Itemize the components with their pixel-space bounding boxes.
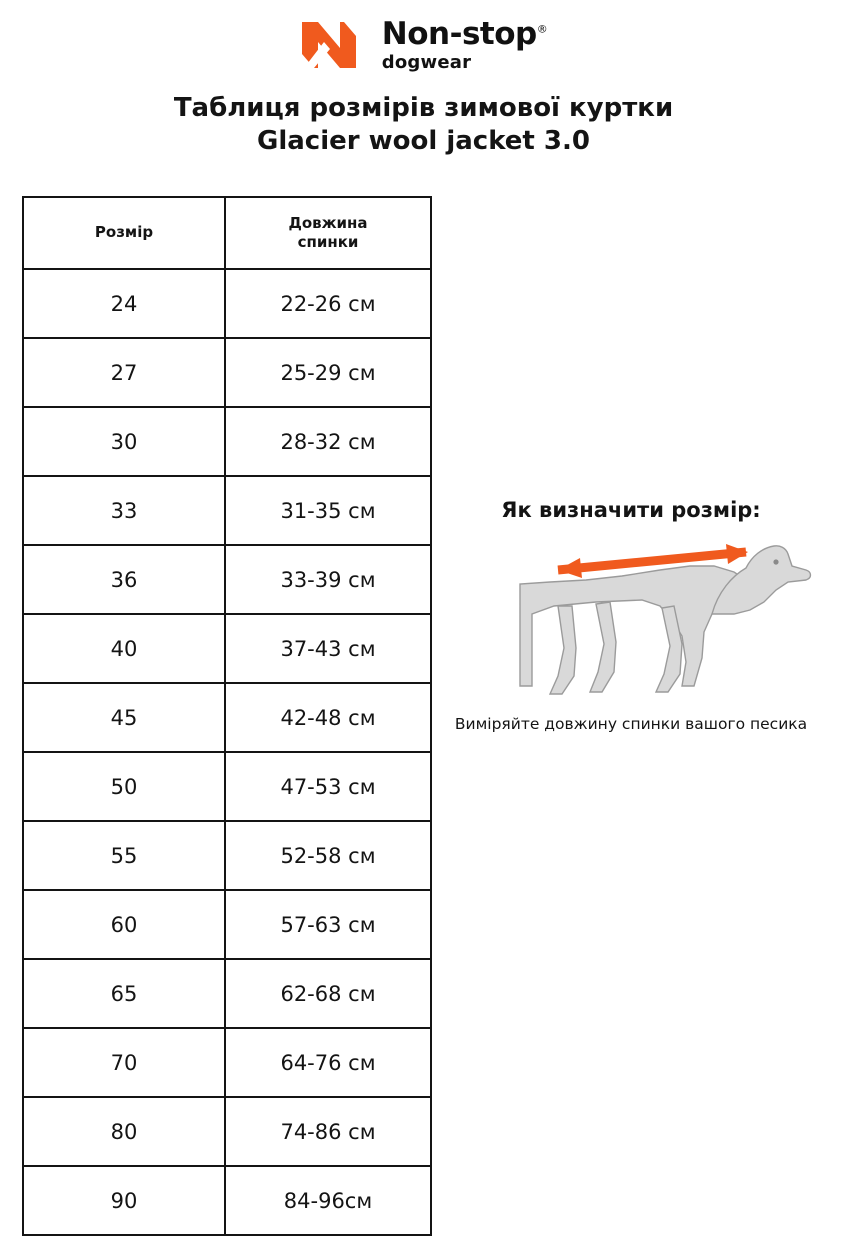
- table-row: [23, 338, 431, 407]
- cell-size: 36: [23, 545, 225, 614]
- table-row: [23, 890, 431, 959]
- cell-back-length: 57-63 см: [225, 890, 431, 959]
- cell-back-length: 64-76 см: [225, 1028, 431, 1097]
- cell-back-length: 37-43 см: [225, 614, 431, 683]
- cell-size: 65: [23, 959, 225, 1028]
- column-header-back-length: [225, 197, 431, 269]
- brand-wordmark: [381, 15, 548, 73]
- column-header-back-length-line2: спинки: [297, 233, 359, 251]
- cell-size: 50: [23, 752, 225, 821]
- table-row: [23, 752, 431, 821]
- table-row: [23, 1097, 431, 1166]
- cell-back-length: 25-29 см: [225, 338, 431, 407]
- how-to-measure-caption: Виміряйте довжину спинки вашого песика: [454, 715, 808, 733]
- cell-back-length: 31-35 см: [225, 476, 431, 545]
- how-to-measure-section: [432, 498, 830, 735]
- cell-size: 60: [23, 890, 225, 959]
- size-chart-table: [22, 196, 432, 1236]
- cell-back-length: 28-32 см: [225, 407, 431, 476]
- cell-size: 70: [23, 1028, 225, 1097]
- cell-back-length: 47-53 см: [225, 752, 431, 821]
- cell-back-length: 52-58 см: [225, 821, 431, 890]
- brand-name: Non-stop: [381, 15, 537, 52]
- cell-back-length: 74-86 см: [225, 1097, 431, 1166]
- column-header-back-length-line1: Довжина: [288, 213, 368, 232]
- brand-logo: [0, 0, 847, 72]
- table-row: [23, 1166, 431, 1235]
- table-row: [23, 407, 431, 476]
- dog-eye-icon: [773, 559, 778, 564]
- page-title-line2: Glacier wool jacket 3.0: [257, 125, 590, 156]
- table-row: [23, 821, 431, 890]
- cell-size: 30: [23, 407, 225, 476]
- cell-back-length: 84-96см: [225, 1166, 431, 1235]
- cell-size: 90: [23, 1166, 225, 1235]
- cell-size: 80: [23, 1097, 225, 1166]
- cell-back-length: 62-68 см: [225, 959, 431, 1028]
- table-row: [23, 614, 431, 683]
- page-title: [0, 92, 847, 157]
- how-to-measure-title: Як визначити розмір:: [501, 498, 761, 522]
- page-title-line1: Таблиця розмірів зимової куртки: [173, 93, 674, 123]
- cell-size: 27: [23, 338, 225, 407]
- cell-size: 55: [23, 821, 225, 890]
- column-header-size: Розмір: [23, 197, 225, 269]
- brand-tagline: dogwear: [381, 51, 472, 73]
- table-row: [23, 683, 431, 752]
- cell-size: 33: [23, 476, 225, 545]
- cell-size: 45: [23, 683, 225, 752]
- registered-mark: ®: [536, 22, 548, 36]
- dog-measure-back-length-icon: [446, 536, 816, 704]
- table-row: [23, 476, 431, 545]
- non-stop-n-mark-icon: [300, 18, 368, 72]
- table-header-row: [23, 197, 431, 269]
- cell-back-length: 22-26 см: [225, 269, 431, 338]
- table-row: [23, 959, 431, 1028]
- table-row: [23, 1028, 431, 1097]
- cell-size: 24: [23, 269, 225, 338]
- cell-back-length: 33-39 см: [225, 545, 431, 614]
- table-row: [23, 269, 431, 338]
- cell-back-length: 42-48 см: [225, 683, 431, 752]
- table-row: [23, 545, 431, 614]
- cell-size: 40: [23, 614, 225, 683]
